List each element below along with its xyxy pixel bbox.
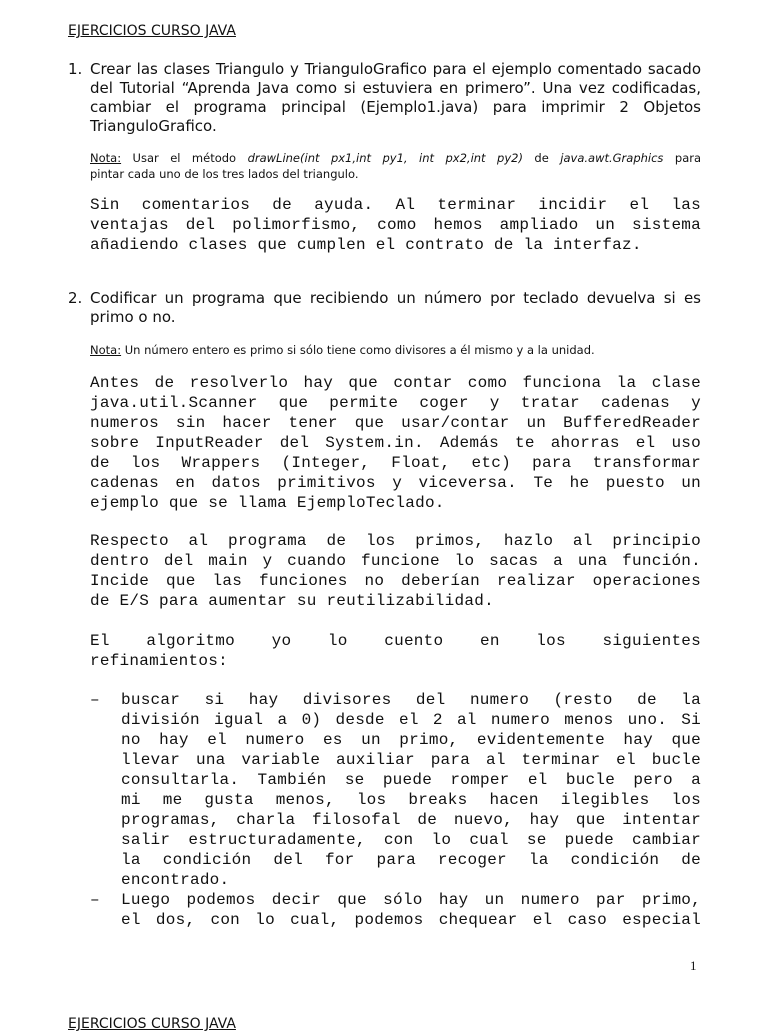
paragraph-line: El algoritmo yo lo cuento en los siguientes — [90, 632, 701, 650]
bullet-line: no hay el numero es un primo, evidentemente hay que — [121, 731, 701, 749]
bullet-line: la condición del for para recoger la condición de — [121, 851, 701, 869]
exercise-1-line: cambiar el programa principal (Ejemplo1.java) para imprimir 2 Objetos — [90, 98, 701, 116]
exercise-2-statement — [90, 289, 701, 327]
bullet-line: el dos, con lo cual, podemos chequear el caso especial — [121, 911, 701, 929]
exercise-1-number: 1. — [68, 60, 83, 78]
paragraph-line: numeros sin hacer tener que usar/contar un BufferedReader — [90, 414, 701, 432]
primes-program-explanation — [90, 531, 701, 611]
comment-line: ventajas del polimorfismo, como hemos ampliado un sistema — [90, 216, 701, 234]
bullet-line: encontrado. — [121, 871, 230, 889]
paragraph-line: Incide que las funciones no deberían realizar operaciones — [90, 572, 701, 590]
bullet-line: Luego podemos decir que sólo hay un numero par primo, — [121, 891, 701, 909]
exercise-2-line: primo o no. — [90, 308, 176, 326]
comment-line: añadiendo clases que cumplen el contrato de la interfaz. — [90, 236, 642, 254]
bullet-line: programas, charla filosofal de nuevo, hay que intentar — [121, 811, 701, 829]
note-class: java.awt.Graphics — [560, 151, 664, 165]
bullet-dash: – — [90, 891, 100, 909]
bullet-item — [121, 690, 701, 890]
bullet-line: división igual a 0) desde el 2 al numero menos uno. Si — [121, 711, 701, 729]
next-page-heading: EJERCICIOS CURSO JAVA — [68, 1016, 236, 1032]
exercise-1-line: TrianguloGrafico. — [90, 117, 217, 135]
scanner-explanation — [90, 373, 701, 513]
paragraph-line: ejemplo que se llama EjemploTeclado. — [90, 494, 445, 512]
bullet-line: salir estructuradamente, con lo cual se puede cambiar — [121, 831, 701, 849]
note-label: Nota: — [90, 151, 122, 165]
paragraph-line: refinamientos: — [90, 652, 228, 670]
paragraph-line: dentro del main y cuando funcione lo sacas a una función. — [90, 552, 701, 570]
paragraph-line: Antes de resolverlo hay que contar como funciona la clase — [90, 374, 701, 392]
exercise-1-statement — [90, 60, 701, 136]
bullet-dash: – — [90, 691, 100, 709]
paragraph-line: Respecto al programa de los primos, hazlo al principio — [90, 532, 701, 550]
exercise-1-line: del Tutorial “Aprenda Java como si estuviera en primero”. Una vez codificadas, — [90, 79, 701, 97]
bullet-line: consultarla. También se puede romper el bucle pero a — [121, 771, 701, 789]
bullet-line: buscar si hay divisores del numero (resto de la — [121, 691, 701, 709]
exercise-1-note-line — [90, 150, 701, 166]
exercise-1-line: Crear las clases Triangulo y TrianguloGrafico para el ejemplo comentado sacado — [90, 60, 701, 78]
page-number: 1 — [690, 958, 697, 973]
note-text: para — [663, 151, 702, 165]
paragraph-line: de los Wrappers (Integer, Float, etc) para transformar — [90, 454, 701, 472]
note-method: drawLine(int px1,int py1, int px2,int py2) — [247, 151, 523, 165]
exercise-1-note-line: pintar cada uno de los tres lados del triangulo. — [90, 167, 359, 181]
paragraph-line: sobre InputReader del System.in. Además te ahorras el uso — [90, 434, 701, 452]
exercise-2-number: 2. — [68, 289, 83, 307]
paragraph-line: cadenas en datos primitivos y viceversa. Te he puesto un — [90, 474, 701, 492]
bullet-line: llevar una variable auxiliar para al terminar el bucle — [121, 751, 701, 769]
note-text: Un número entero es primo si sólo tiene como divisores a él mismo y a la unidad. — [121, 343, 595, 357]
page-heading: EJERCICIOS CURSO JAVA — [68, 23, 236, 39]
note-text: Usar el método — [121, 151, 248, 165]
bullet-item — [121, 890, 701, 930]
comment-line: Sin comentarios de ayuda. Al terminar incidir el las — [90, 196, 701, 214]
paragraph-line: de E/S para aumentar su reutilizabilidad. — [90, 592, 494, 610]
bullet-line: mi me gusta menos, los breaks hacen ilegibles los — [121, 791, 701, 809]
exercise-1-comment — [90, 195, 701, 255]
note-label: Nota: — [90, 343, 122, 357]
note-text: de — [522, 151, 561, 165]
exercise-1-note — [90, 150, 701, 182]
exercise-2-note — [90, 342, 701, 358]
paragraph-line: java.util.Scanner que permite coger y tratar cadenas y — [90, 394, 701, 412]
exercise-2-line: Codificar un programa que recibiendo un número por teclado devuelva si es — [90, 289, 701, 307]
algorithm-intro — [90, 631, 701, 671]
